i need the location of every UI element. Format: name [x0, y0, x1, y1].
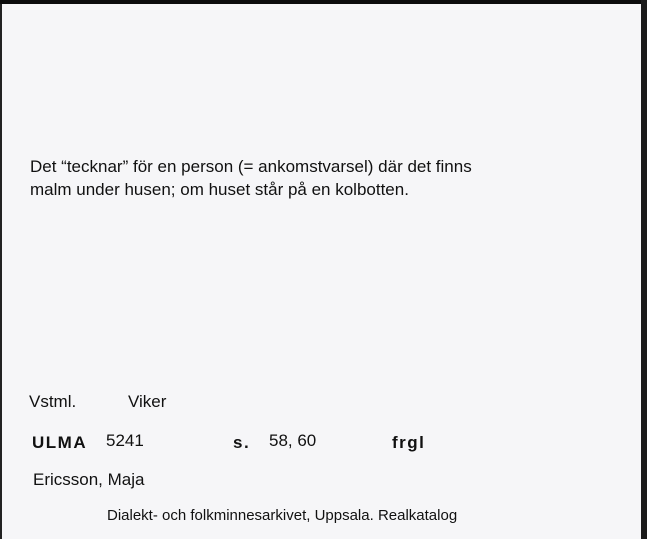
- archive-number: 5241: [106, 431, 144, 450]
- place-name: Viker: [128, 392, 167, 411]
- type-code: frgl: [392, 433, 426, 452]
- region-label: Vstml.: [29, 392, 77, 411]
- archive-code: ULMA: [32, 433, 88, 452]
- description-line-2: malm under husen; om huset står på en kolbotten.: [30, 180, 409, 199]
- catalog-card: [0, 4, 641, 539]
- page-label: s.: [233, 433, 251, 452]
- informant-name: Ericsson, Maja: [33, 470, 145, 489]
- card-right-edge: [641, 0, 647, 539]
- card-footer: Dialekt- och folkminnesarkivet, Uppsala. Realkatalog: [107, 507, 458, 524]
- description-line-1: Det “tecknar” för en person (= ankomstvarsel) där det finns: [30, 157, 472, 176]
- page-numbers: 58, 60: [269, 431, 317, 450]
